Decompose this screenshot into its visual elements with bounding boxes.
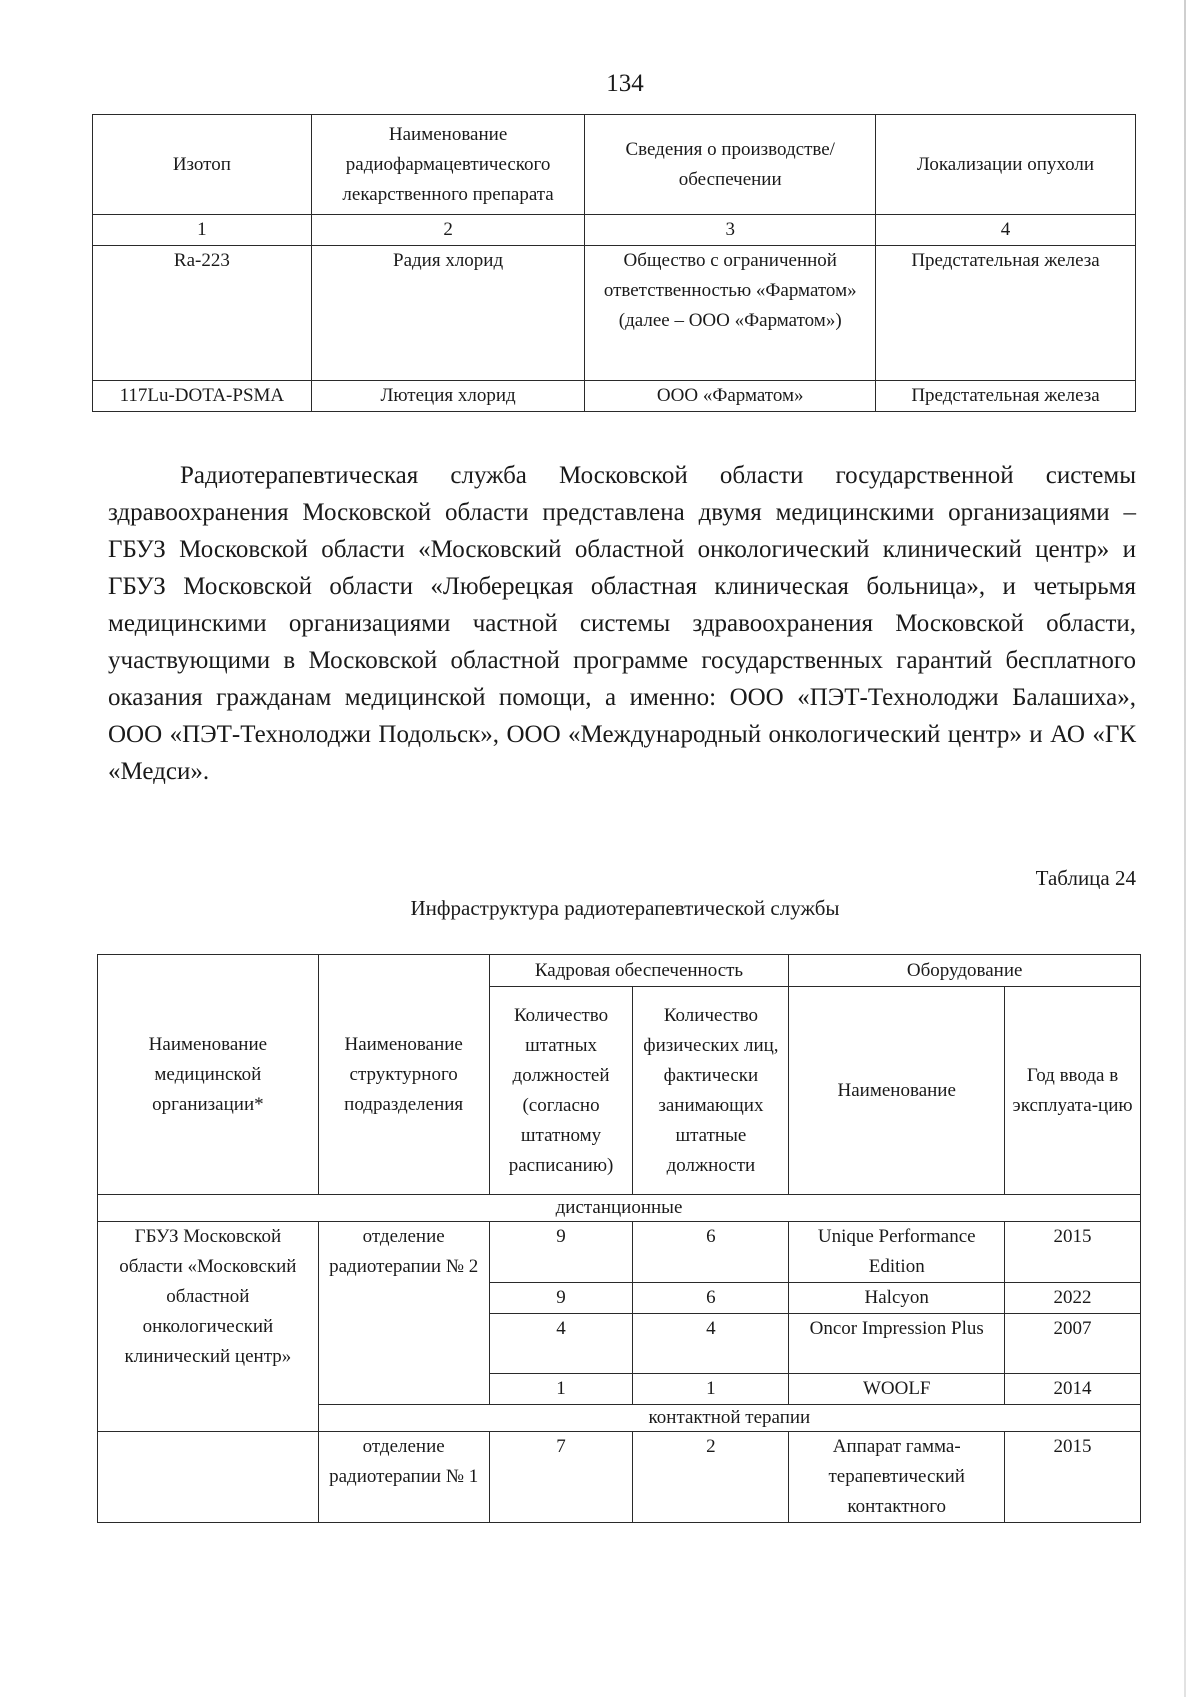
persons-cell: 1	[633, 1374, 789, 1405]
equipment-name-cell: Unique Performance Edition	[789, 1222, 1005, 1283]
header-equipment-name: Наименование	[789, 987, 1005, 1195]
equipment-year-cell: 2014	[1005, 1374, 1141, 1405]
header-staff-persons: Количество физических лиц, фактически занимающих штатные должности	[633, 987, 789, 1195]
table-row	[98, 1222, 1141, 1283]
table-number: Таблица 24	[1035, 866, 1136, 890]
header-staff-positions: Количество штатных должностей (согласно штатному расписанию)	[489, 987, 633, 1195]
header-staffing: Кадровая обеспеченность	[489, 955, 789, 987]
section-label: дистанционные	[98, 1195, 1141, 1222]
equipment-year-cell: 2015	[1005, 1222, 1141, 1283]
persons-cell: 2	[633, 1432, 789, 1523]
column-number-row	[93, 215, 1136, 246]
production-cell: ООО «Фарматом»	[585, 381, 876, 412]
equipment-name-cell: Аппарат гамма-терапевтический контактного	[789, 1432, 1005, 1523]
scan-edge-line	[1184, 0, 1186, 1697]
header-isotope: Изотоп	[93, 115, 312, 215]
header-equipment: Оборудование	[789, 955, 1141, 987]
column-number: 4	[876, 215, 1136, 246]
column-number: 1	[93, 215, 312, 246]
org-name-cell: ГБУЗ Московской области «Московский областной онкологический клинический центр»	[98, 1222, 319, 1432]
table-title: Инфраструктура радиотерапевтической службы	[410, 896, 840, 920]
section-row-remote	[98, 1195, 1141, 1222]
header-equipment-year: Год ввода в эксплуата-цию	[1005, 987, 1141, 1195]
localization-cell: Предстательная железа	[876, 381, 1136, 412]
table-row	[93, 246, 1136, 381]
equipment-name-cell: WOOLF	[789, 1374, 1005, 1405]
table-header-row	[98, 955, 1141, 987]
table-header-row	[93, 115, 1136, 215]
unit-cell: отделение радиотерапии № 1	[318, 1432, 489, 1523]
positions-cell: 9	[489, 1283, 633, 1314]
positions-cell: 7	[489, 1432, 633, 1523]
drug-cell: Лютеция хлорид	[311, 381, 585, 412]
isotope-table	[92, 114, 1136, 412]
section-label: контактной терапии	[318, 1405, 1140, 1432]
persons-cell: 6	[633, 1222, 789, 1283]
org-name-continuation	[98, 1432, 319, 1523]
infrastructure-table	[97, 954, 1141, 1523]
table-row	[98, 1432, 1141, 1523]
isotope-cell: Ra-223	[93, 246, 312, 381]
positions-cell: 1	[489, 1374, 633, 1405]
equipment-year-cell: 2007	[1005, 1314, 1141, 1374]
equipment-name-cell: Halcyon	[789, 1283, 1005, 1314]
page-number: 134	[606, 70, 644, 97]
unit-cell: отделение радиотерапии № 2	[318, 1222, 489, 1405]
persons-cell: 4	[633, 1314, 789, 1374]
isotope-cell: 117Lu-DOTA-PSMA	[93, 381, 312, 412]
body-paragraph: Радиотерапевтическая служба Московской области государственной системы здравоохранения Московской области представлена двумя медицинскими организациями – ГБУЗ Московской области «Московский областной онкологический клинический центр» и ГБУЗ Московской области «Люберецкая областная клиническая больница», и четырьмя медицинскими организациями частной системы здравоохранения Московской области, участвующими в Московской областной программе государственных гарантий бесплатного оказания гражданам медицинской помощи, а именно: ООО «ПЭТ-Технолоджи Балашиха», ООО «ПЭТ-Технолоджи Подольск», ООО «Международный онкологический центр» и АО «ГК «Медси».	[108, 462, 1136, 785]
header-unit: Наименование структурного подразделения	[318, 955, 489, 1195]
persons-cell: 6	[633, 1283, 789, 1314]
header-production: Сведения о производстве/обеспечении	[585, 115, 876, 215]
equipment-year-cell: 2015	[1005, 1432, 1141, 1523]
positions-cell: 9	[489, 1222, 633, 1283]
header-org: Наименование медицинской организации*	[98, 955, 319, 1195]
drug-cell: Радия хлорид	[311, 246, 585, 381]
positions-cell: 4	[489, 1314, 633, 1374]
header-drug: Наименование радиофармацевтического лекарственного препарата	[311, 115, 585, 215]
equipment-name-cell: Oncor Impression Plus	[789, 1314, 1005, 1374]
production-cell: Общество с ограниченной ответственностью «Фарматом» (далее – ООО «Фарматом»)	[585, 246, 876, 381]
header-localization: Локализации опухоли	[876, 115, 1136, 215]
table-row	[93, 381, 1136, 412]
column-number: 2	[311, 215, 585, 246]
localization-cell: Предстательная железа	[876, 246, 1136, 381]
equipment-year-cell: 2022	[1005, 1283, 1141, 1314]
column-number: 3	[585, 215, 876, 246]
